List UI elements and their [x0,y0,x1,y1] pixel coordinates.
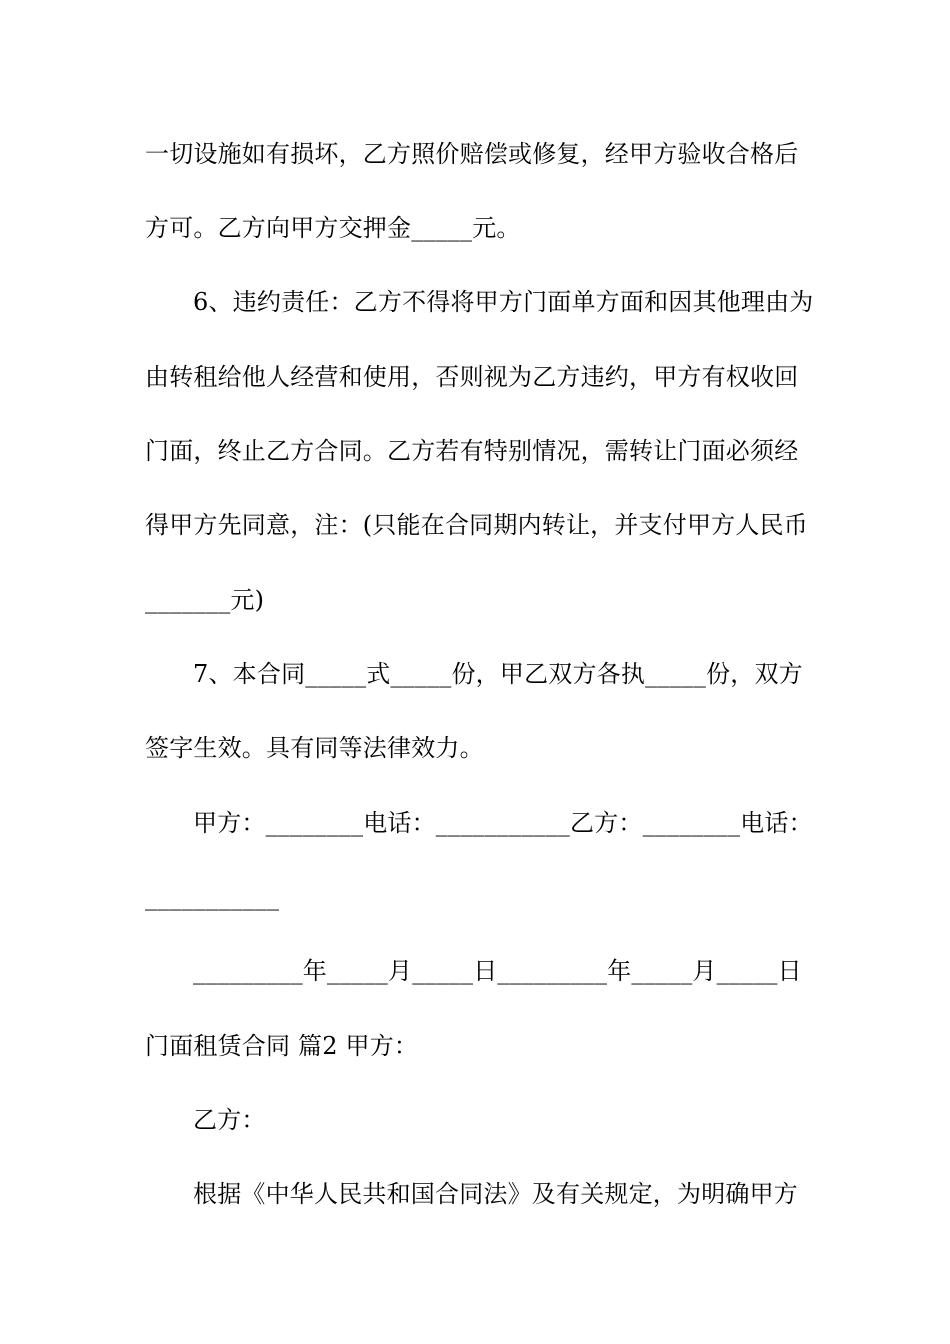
text-line: 方可。乙方向甲方交押金_____元。 [145,214,521,242]
text-line: 由转租给他人经营和使用，否则视为乙方违约，甲方有权收回 [145,363,799,391]
signature-line: ___________ [145,883,280,911]
text-line: 根据《中华人民共和国合同法》及有关规定，为明确甲方 [193,1180,798,1208]
signature-line: 甲方：________电话：___________乙方：________电话： [193,809,813,837]
text-line: 得甲方先同意，注：(只能在合同期内转让，并支付甲方人民币 [145,511,808,539]
text-line: 7、本合同_____式_____份，甲乙双方各执_____份，双方 [193,660,803,688]
text-line: 乙方： [193,1106,266,1134]
text-line: 门面，终止乙方合同。乙方若有特别情况，需转让门面必须经 [145,437,799,465]
text-line: 6、违约责任：乙方不得将甲方门面单方面和因其他理由为 [193,288,814,316]
text-line: _______元) [145,586,265,614]
section-heading: 门面租赁合同 篇2 甲方： [145,1032,419,1060]
date-line: _________年_____月_____日_________年_____月_____日 [193,957,802,985]
text-line: 签字生效。具有同等法律效力。 [145,734,484,762]
text-line: 一切设施如有损坏，乙方照价赔偿或修复，经甲方验收合格后 [145,140,799,168]
